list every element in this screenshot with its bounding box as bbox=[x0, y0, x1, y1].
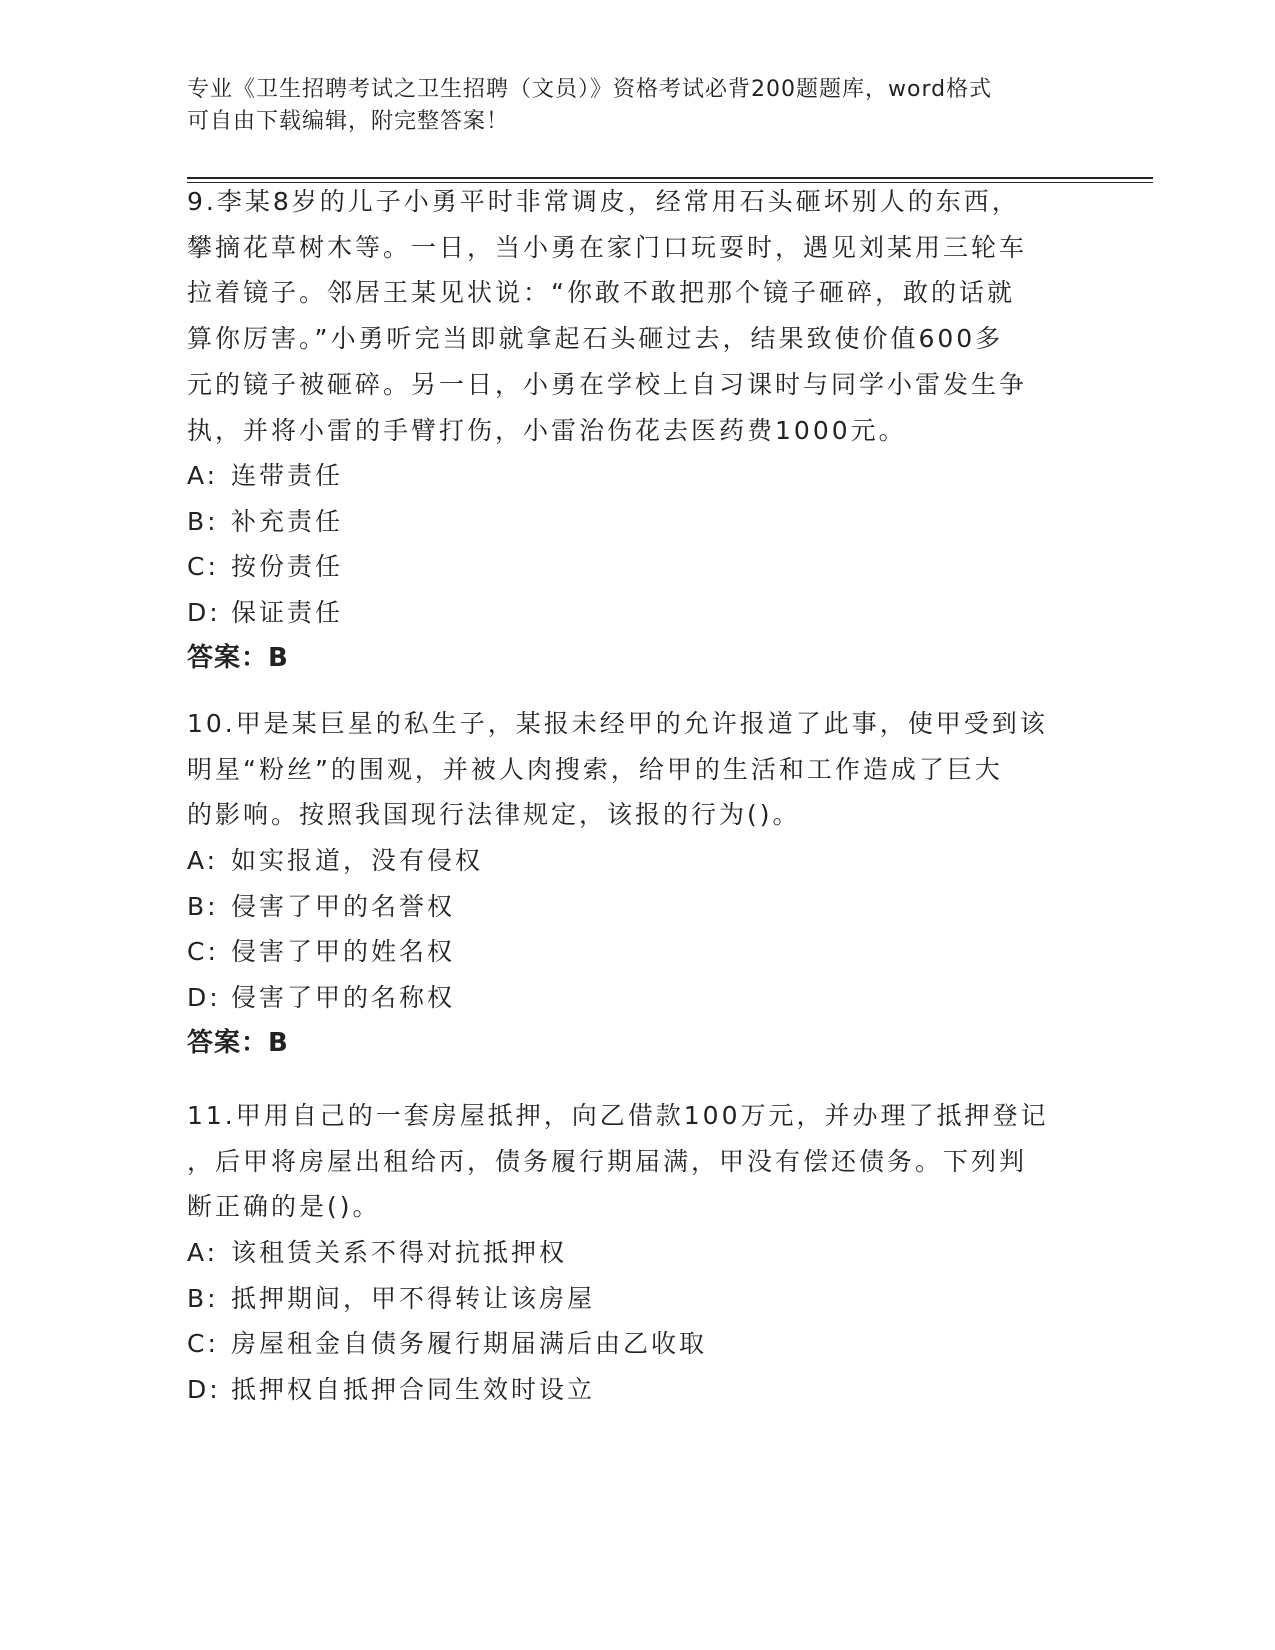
option-a bbox=[187, 453, 1067, 499]
stem-line: 11.甲用自己的一套房屋抵押，向乙借款100万元，并办理了抵押登记 bbox=[187, 1101, 1049, 1130]
stem-line: 断正确的是()。 bbox=[187, 1192, 381, 1222]
option-a bbox=[187, 1230, 1067, 1276]
option-key: D: bbox=[187, 597, 221, 627]
answer-line: 答案：B bbox=[187, 1028, 289, 1059]
option-b bbox=[187, 499, 1067, 545]
option-text: 侵害了甲的名誉权 bbox=[231, 891, 456, 921]
option-b bbox=[187, 1276, 1067, 1322]
stem-line: ，后甲将房屋出租给丙，债务履行期届满，甲没有偿还债务。下列判 bbox=[187, 1146, 1028, 1176]
option-d bbox=[187, 590, 1067, 636]
option-key: C: bbox=[187, 937, 219, 967]
option-text: 该租赁关系不得对抗抵押权 bbox=[231, 1238, 568, 1268]
option-key: B: bbox=[187, 1283, 219, 1313]
option-key: B: bbox=[187, 891, 219, 921]
stem-line: 元的镜子被砸碎。另一日，小勇在学校上自习课时与同学小雷发生争 bbox=[187, 369, 1028, 399]
option-text: 按份责任 bbox=[231, 552, 344, 582]
answer-line: 答案：B bbox=[187, 643, 289, 674]
option-d bbox=[187, 975, 1067, 1021]
option-key: B: bbox=[187, 506, 219, 536]
option-key: D: bbox=[187, 1374, 221, 1404]
stem-line: 的影响。按照我国现行法律规定，该报的行为()。 bbox=[187, 800, 801, 830]
question-11 bbox=[187, 1093, 1067, 1412]
option-text: 抵押权自抵押合同生效时设立 bbox=[231, 1374, 596, 1404]
option-key: A: bbox=[187, 461, 219, 491]
header-subtitle-line: 可自由下载编辑，附完整答案！ bbox=[187, 109, 510, 134]
option-c bbox=[187, 1321, 1067, 1367]
stem-line: 拉着镜子。邻居王某见状说：“你敢不敢把那个镜子砸碎，敢的话就 bbox=[187, 278, 1015, 308]
stem-line: 明星“粉丝”的围观，并被人肉搜索，给甲的生活和工作造成了巨大 bbox=[187, 754, 1003, 784]
option-key: A: bbox=[187, 846, 219, 876]
option-key: C: bbox=[187, 1329, 219, 1359]
option-a bbox=[187, 838, 1067, 884]
option-text: 抵押期间，甲不得转让该房屋 bbox=[231, 1283, 596, 1313]
stem-line: 算你厉害。”小勇听完当即就拿起石头砸过去，结果致使价值600多 bbox=[187, 324, 1004, 354]
question-stem bbox=[187, 179, 1067, 453]
question-9 bbox=[187, 179, 1067, 681]
option-text: 补充责任 bbox=[231, 506, 344, 536]
stem-line: 攀摘花草树木等。一日，当小勇在家门口玩耍时，遇见刘某用三轮车 bbox=[187, 232, 1028, 262]
option-key: D: bbox=[187, 982, 221, 1012]
stem-line: 执，并将小雷的手臂打伤，小雷治伤花去医药费1000元。 bbox=[187, 415, 907, 445]
option-d bbox=[187, 1367, 1067, 1413]
option-text: 房屋租金自债务履行期届满后由乙收取 bbox=[231, 1329, 708, 1359]
option-key: A: bbox=[187, 1238, 219, 1268]
option-text: 如实报道，没有侵权 bbox=[231, 846, 484, 876]
question-stem bbox=[187, 701, 1067, 838]
header-title-line: 专业《卫生招聘考试之卫生招聘（文员）》资格考试必背200题题库，word格式 bbox=[187, 77, 993, 102]
option-text: 侵害了甲的名称权 bbox=[231, 982, 456, 1012]
option-b bbox=[187, 884, 1067, 930]
stem-line: 10.甲是某巨星的私生子，某报未经甲的允许报道了此事，使甲受到该 bbox=[187, 709, 1048, 738]
option-text: 保证责任 bbox=[231, 597, 344, 627]
option-text: 连带责任 bbox=[231, 461, 344, 491]
option-c bbox=[187, 544, 1067, 590]
question-10 bbox=[187, 701, 1067, 1066]
option-key: C: bbox=[187, 552, 219, 582]
question-stem bbox=[187, 1093, 1067, 1230]
option-text: 侵害了甲的姓名权 bbox=[231, 937, 456, 967]
document-header bbox=[187, 74, 1087, 138]
option-c bbox=[187, 929, 1067, 975]
stem-line: 9.李某8岁的儿子小勇平时非常调皮，经常用石头砸坏别人的东西， bbox=[187, 187, 1020, 216]
